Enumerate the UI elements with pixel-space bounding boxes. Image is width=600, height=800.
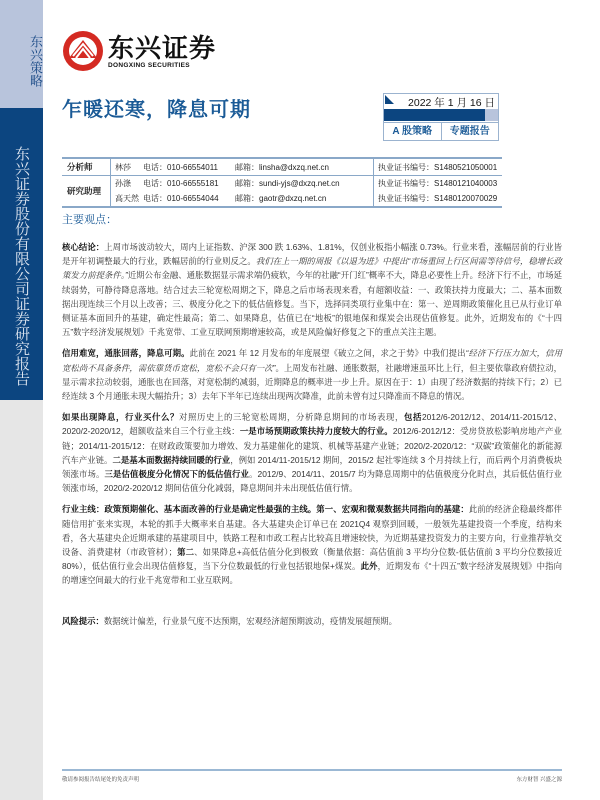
person-phone: 电话：010-66554011 [143, 162, 219, 172]
person-email[interactable]: 邮箱：sundi-yjs@dxzq.net.cn [235, 179, 340, 188]
person-cert: 执业证书编号：S1480121040003 [373, 176, 502, 191]
text: 上周市场波动较大，周内上证指数、沪深 300 跌 1.63%、1.81%，仅创业板指小幅涨 0.73%。行业来看，涨幅居前的行业皆是开年初调整最大的行业，跌幅居前的行业则反之。 [62, 242, 562, 267]
logo-name: 东兴证券 [108, 32, 217, 63]
text: 此前在 2021 年 12 月发布的年度展望《破立之间，求之于势》中我们提出 [189, 348, 466, 359]
assistant-rows [62, 176, 502, 206]
report-type-tag: 专题报告 [441, 123, 499, 140]
quote: 我们在上一期的周报《以退为进》中提出“市场重回上行区间需等待信号，稳增长政策发力前提条件。” [62, 256, 562, 281]
person-email[interactable]: 邮箱：linsha@dxzq.net.cn [235, 162, 329, 172]
emphasis: 二是基本面数据持续回暖的行业 [112, 454, 231, 465]
quote: “经济下行压力加大，信用宽松尚不具备条件，需依靠货币宽松，宽松不会只有一次” [62, 348, 562, 373]
emphasis: 三是估值极度分化情况下的低估值行业 [104, 469, 250, 480]
company-logo [62, 30, 216, 72]
text: 对照历史上的三轮宽松周期，分析降息期间的市场表现， [179, 412, 404, 423]
person-name: 孙涤 [115, 179, 131, 188]
section-label: 东兴策略 [28, 35, 43, 87]
report-date: 2022 年 1 月 16 日 [408, 97, 495, 109]
person-phone: 电话：010-66555181 [143, 179, 219, 188]
person-phone: 电话：010-66554044 [143, 194, 219, 203]
sidebar-filler [0, 400, 43, 800]
text: 2012/6-2012/12、2014/11-2015/12、2020/2-2020/12，超额收益来自三个行业主线： [62, 412, 562, 437]
industry-paragraph [62, 502, 562, 587]
report-title: 乍暖还寒，降息可期 [62, 99, 251, 121]
credit-paragraph [62, 346, 562, 403]
text: ，近期发布《“十四五”数字经济发展规划》中指向的增速空间最大的行业千兆宽带和工业互联网。 [62, 561, 563, 586]
section-heading: 主要观点： [62, 214, 117, 226]
person-email[interactable]: 邮箱：gaotr@dxzq.net.cn [235, 194, 327, 203]
footer-slogan: 东方财智 兴盛之源 [516, 777, 562, 783]
corner-triangle-icon [385, 95, 394, 104]
date-bar [384, 109, 485, 121]
assistant-row [111, 191, 502, 206]
person-name: 林莎 [115, 162, 131, 172]
logo-english: DONGXING SECURITIES [108, 61, 190, 69]
logo-emblem-icon [62, 30, 104, 72]
date-box [383, 93, 499, 141]
emphasis: 一是市场预期政策扶持力度较大的行业。 [239, 426, 393, 437]
analyst-table [62, 157, 502, 208]
person-name: 高天然 [115, 194, 139, 203]
risk-paragraph [62, 614, 562, 628]
assistant-row [111, 176, 502, 191]
person-cert: 执业证书编号：S1480120070029 [373, 191, 502, 206]
sidebar-section-label [0, 0, 43, 108]
lead: 核心结论： [62, 242, 105, 252]
text: 数据统计偏差，行业景气度不达预期，宏观经济超预期波动，疫情发展超预期。 [103, 615, 397, 626]
lead: 如果出现降息，行业买什么？ [62, 412, 179, 423]
assistant-label: 研究助理 [67, 186, 102, 196]
category-tag: A 股策略 [392, 126, 433, 137]
text: ，例如 2014/11-2015/12 期间，2015/2 起社零连续 3 个月持续上行，而后两个月消费板块领涨市场。 [62, 454, 563, 480]
company-label: 东兴证券股份有限公司证券研究报告 [13, 146, 30, 386]
bar-corner [485, 109, 498, 121]
emphasis: 此外 [360, 561, 378, 572]
text: 2012/6-2012/12：受房贷放松影响房地产产业链；2014/11-2015/12：在财政政策要加力增效、发力基建催化的建筑、机械等基建产业链；2020/2-2020/12：“双碳”政策催化的新能源汽车产业链。 [62, 426, 562, 465]
text: 、如果降息+高低估值分化到极致（衡量依据：高估值前 3 平均分位数-低估值前 3 平均分位数接近 80%），低估值行业会出现估值修复，当下分位数最低的行业包括银地保+煤炭。 [62, 547, 562, 572]
text: 近期公布金融、通胀数据显示需求端仍疲软，今年的社融“开门红”概率不大，降息必要性上升。经济下行不止，市场延续弱势，可静待降息落地。结合过去三轮宽松周期之下，降息之后市场表现来看，有超额收益：一、政策扶持力度最大；二、基本面数据出现连续三个月以上改善；三、极度分化之下的低估值修复。当下，选择同类项行业集中在：第一、逆周期政策催化且已从行业订单侧证基本面回升的基建，确定性最高；第二、如果降息，估值已在“地板”的银地保和煤炭会出现估值修复。此外，近期发布的《“十四五”数字经济发展规划》千兆宽带、工业互联网预期增速较高，或是风险偏好修复之下的重点关注主题。 [62, 270, 563, 338]
main-content [62, 240, 562, 635]
emphasis: 包括 [403, 412, 422, 423]
rate-cut-paragraph [62, 410, 562, 495]
lead: 风险提示： [62, 615, 104, 626]
text: 。2012/9、2014/11、2015/7 均为降息周期中的估值极度分化时点，其后低估值行业领涨市场，2020/2-2020/12 期间估值分化减弱，降息期间并未出现低估值行情。 [62, 469, 563, 494]
lead: 信用难宽，通胀回落，降息可期。 [62, 348, 190, 359]
footer-divider [62, 769, 562, 771]
person-cert: 执业证书编号：S1480521050001 [373, 159, 502, 176]
sidebar-company-banner [0, 108, 43, 400]
footer-disclaimer: 敬请参阅报告结尾处的免责声明 [62, 777, 140, 783]
core-conclusion-paragraph [62, 240, 562, 339]
lead: 行业主线：政策预期催化、基本面改善的行业是确定性最强的主线。第一、宏观和微观数据共同指向的基建： [62, 504, 469, 515]
emphasis: 第二 [176, 547, 195, 558]
text: 。上周发布社融、通胀数据，社融增速虽环比上行，但主要依靠政府债拉动，显示需求拉动较弱，通胀也在回落，对宽松制约减弱，近期降息的概率进一步上升。原因在于：1）由现了经济数据的持续下行；2）已经连续 3 个月通胀未现大幅抬升；3）去年下半年已连续出现两次降准，此前未曾有过只降准而不降息的情况。 [62, 362, 562, 402]
analyst-label: 分析师 [67, 162, 93, 172]
analyst-row [62, 159, 502, 176]
text: 此前的经济企稳最终都伴随信用扩张来实现，本轮的抓手大概率来自基建。各大基建央企订单已在 2021Q4 观察到回暖，一般领先基建投资一个季度，结构来看，各大基建央企近期承建的基建项目中，铁路工程和市政工程占比较高且增速较快，为近期基建投资发力的主要方向，行业推荐轨交设备、消费建材（市政管材）； [62, 504, 562, 558]
